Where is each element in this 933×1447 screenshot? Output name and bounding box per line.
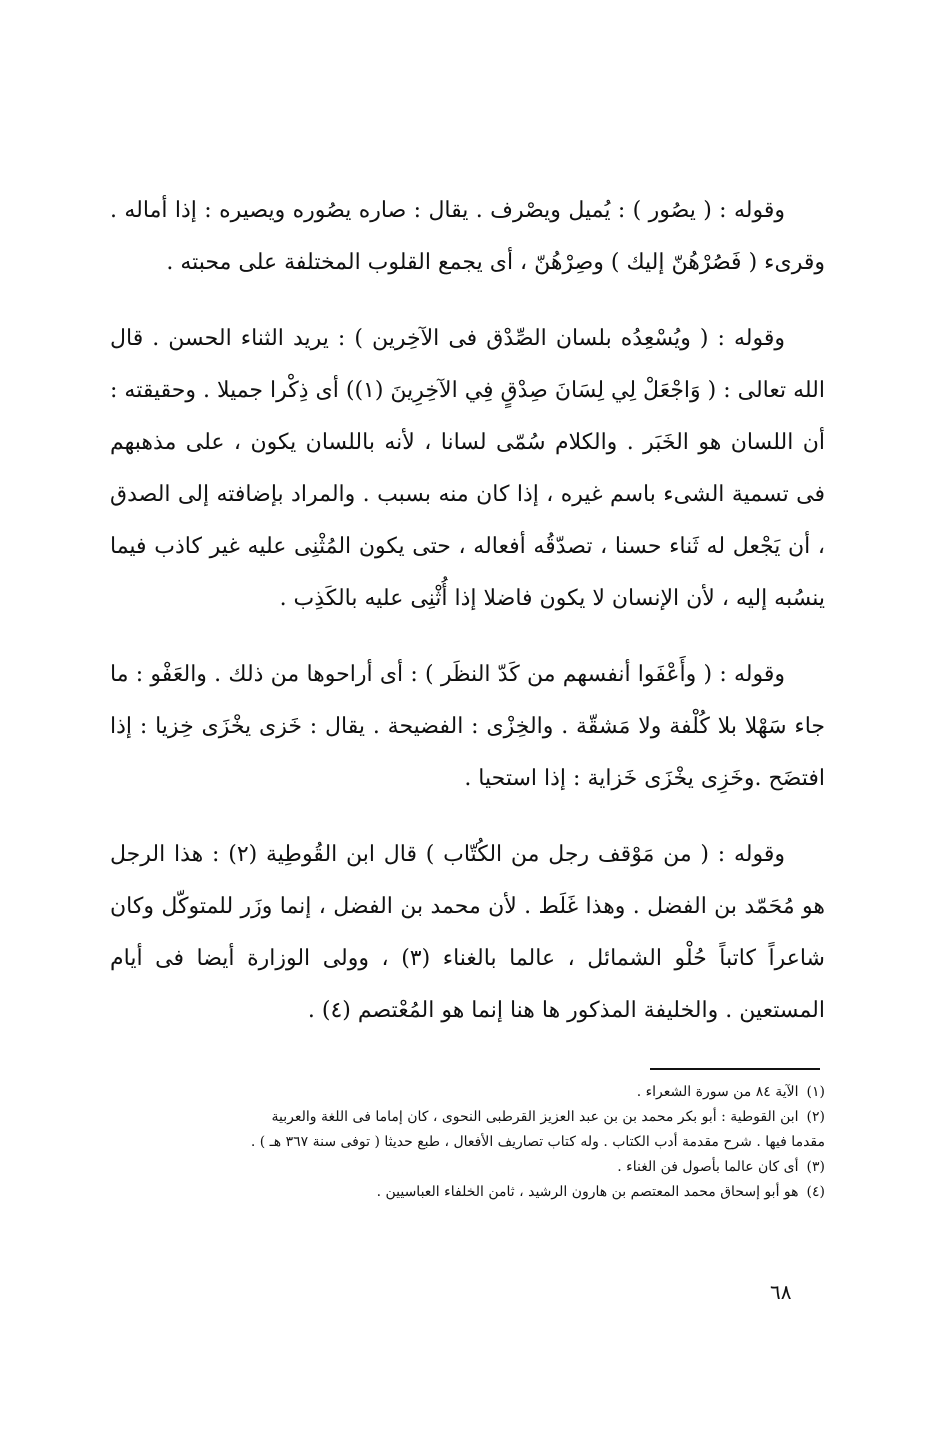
footnote-text: هو أبو إسحاق محمد المعتصم بن هارون الرشيد ، ثامن الخلفاء العباسيين . xyxy=(376,1184,799,1200)
page-number: ٦٨ xyxy=(770,1280,792,1304)
footnote-number: (٢) xyxy=(806,1109,825,1125)
footnote-1 xyxy=(110,1080,825,1105)
footnote-text: أى كان عالما بأصول فن الغناء . xyxy=(617,1159,799,1175)
footnote-text: مقدما فيها . شرح مقدمة أدب الكتاب . وله كتاب تصاريف الأفعال ، طبع حديثا ( توفى سنة ٣٦٧ هـ ) . xyxy=(250,1134,825,1150)
paragraph-4: وقوله : ( من مَوْقف رجل من الكُتّاب ) قال ابن القُوطِية (٢) : هذا الرجل هو مُحَمّد بن الفضل . وهذا غَلَط . لأن محمد بن الفضل ، إنما وزَر للمتوكّل وكان شاعراً كاتباً حُلْو الشمائل ، عالما بالغناء (٣) ، وولى الوزارة أيضا فى أيام المستعين . والخليفة المذكور ها هنا إنما هو المُعْتصم (٤) . xyxy=(110,842,825,1023)
footnote-text: ابن القوطية : أبو بكر محمد بن بن عبد العزيز القرطبى النحوى ، كان إماما فى اللغة والعربية xyxy=(271,1109,799,1125)
footnote-number: (٣) xyxy=(806,1159,825,1175)
footnote-2-continuation xyxy=(110,1130,825,1155)
footnote-number: (٤) xyxy=(806,1184,825,1200)
footnote-text: الآية ٨٤ من سورة الشعراء . xyxy=(636,1084,799,1100)
footnote-4 xyxy=(110,1180,825,1205)
footnote-2 xyxy=(110,1105,825,1130)
main-text xyxy=(110,185,825,1061)
paragraph-2: وقوله : ( ويُسْعِدُه بلسان الصِّدْق فى الآخِرين ) : يريد الثناء الحسن . قال الله تعالى : ( وَاجْعَلْ لِي لِسَانَ صِدْقٍ فِي الآخِرِينَ (١)) أى ذِكْرا جميلا . وحقيقته : أن اللسان هو الخَبَر . والكلام سُمّى لسانا ، لأنه باللسان يكون ، على مذهبهم فى تسمية الشىء باسم غيره ، إذا كان منه بسبب . والمراد بإضافته إلى الصدق ، أن يَجْعل له ثَناء حسنا ، تصدّقُه أفعاله ، حتى يكون المُثْنِى عليه غير كاذب فيما ينسُبه إليه ، لأن الإنسان لا يكون فاضلا إذا أُثْنِى عليه بالكَذِب . xyxy=(110,326,825,611)
footnotes xyxy=(110,1080,825,1205)
footnote-divider xyxy=(650,1068,820,1070)
paragraph-1: وقوله : ( يصُور ) : يُميل ويصْرف . يقال : صاره يصُوره ويصيره : إذا أماله . وقرىء ( فَصُرْهُنّ إليك ) وصِرْهُنّ ، أى يجمع القلوب المختلفة على محبته . xyxy=(110,198,825,275)
footnote-3 xyxy=(110,1155,825,1180)
footnote-number: (١) xyxy=(806,1084,825,1100)
paragraph-3: وقوله : ( وأَعْفَوا أنفسهم من كَدّ النظَر ) : أى أراحوها من ذلك . والعَفْو : ما جاء سَهْلا بلا كُلْفة ولا مَشقّة . والخِزْى : الفضيحة . يقال : خَزى يخْزَى خِزيا : إذا افتضَح .وخَزِى يخْزَى خَزاية : إذا استحيا . xyxy=(110,662,825,791)
